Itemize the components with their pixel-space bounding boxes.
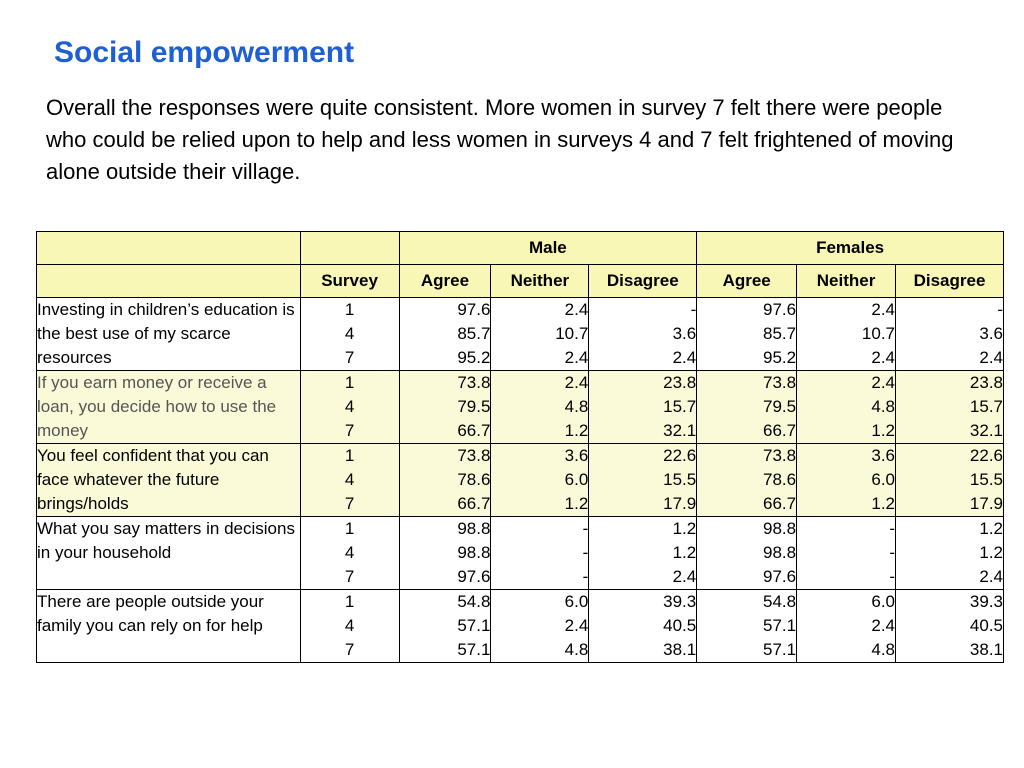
cell-value: 98.8: [457, 543, 491, 562]
cell-value: 2.4: [564, 300, 589, 319]
question-cell: If you earn money or receive a loan, you decide how to use the money: [37, 371, 301, 444]
cell-value: 6.0: [871, 592, 896, 611]
cell-value: 95.2: [763, 348, 797, 367]
cell-value: 73.8: [763, 373, 797, 392]
cell-value: 57.1: [457, 640, 491, 659]
cell-value: 3.6: [672, 324, 697, 343]
cell-value: 7: [344, 567, 355, 586]
cell-value: 7: [344, 348, 355, 367]
cell-value: 23.8: [663, 373, 697, 392]
cell-value: 1.2: [564, 494, 589, 513]
column-header-row: [37, 265, 1004, 298]
cell-value: 3.6: [564, 446, 589, 465]
cell-value: 97.6: [763, 567, 797, 586]
cell-value: 38.1: [969, 640, 1003, 659]
female-neither-cell: [797, 298, 896, 371]
cell-value: 66.7: [763, 494, 797, 513]
question-cell: You feel confident that you can face whatever the future brings/holds: [37, 444, 301, 517]
cell-value: 2.4: [564, 348, 589, 367]
cell-value: 4: [344, 397, 355, 416]
cell-value: 78.6: [763, 470, 797, 489]
survey-cell: [300, 517, 399, 590]
cell-value: 73.8: [763, 446, 797, 465]
table-body: [37, 298, 1004, 663]
page-title: Social empowerment: [54, 36, 355, 69]
cell-value: 79.5: [763, 397, 797, 416]
male-disagree-cell: [589, 371, 697, 444]
male-agree-cell: [399, 517, 491, 590]
cell-value: -: [582, 543, 589, 562]
cell-value: 97.6: [457, 300, 491, 319]
cell-value: 1: [344, 373, 355, 392]
cell-value: 73.8: [457, 446, 491, 465]
cell-value: 39.3: [969, 592, 1003, 611]
cell-value: 1.2: [871, 494, 896, 513]
cell-value: 6.0: [564, 592, 589, 611]
cell-value: 2.4: [871, 348, 896, 367]
cell-value: 39.3: [663, 592, 697, 611]
cell-value: 40.5: [663, 616, 697, 635]
cell-value: 1: [344, 519, 355, 538]
group-header-row: [37, 232, 1004, 265]
table-row: [37, 444, 1004, 517]
cell-value: 2.4: [672, 567, 697, 586]
cell-value: 73.8: [457, 373, 491, 392]
male-neither-cell: [491, 590, 589, 663]
col-header-female-disagree: Disagree: [896, 265, 1004, 298]
male-agree-cell: [399, 444, 491, 517]
cell-value: 4.8: [564, 397, 589, 416]
female-disagree-cell: [896, 371, 1004, 444]
male-agree-cell: [399, 590, 491, 663]
col-header-female-neither: Neither: [797, 265, 896, 298]
male-neither-cell: [491, 371, 589, 444]
female-disagree-cell: [896, 444, 1004, 517]
col-header-male-neither: Neither: [491, 265, 589, 298]
cell-value: 66.7: [457, 494, 491, 513]
cell-value: 66.7: [763, 421, 797, 440]
cell-value: 1.2: [979, 519, 1003, 538]
cell-value: 32.1: [969, 421, 1003, 440]
male-neither-cell: [491, 517, 589, 590]
cell-value: -: [582, 519, 589, 538]
cell-value: 2.4: [871, 616, 896, 635]
question-cell: What you say matters in decisions in your household: [37, 517, 301, 590]
female-agree-cell: [697, 444, 797, 517]
survey-cell: [300, 371, 399, 444]
cell-value: 17.9: [663, 494, 697, 513]
female-disagree-cell: [896, 590, 1004, 663]
cell-value: 1.2: [871, 421, 896, 440]
male-agree-cell: [399, 371, 491, 444]
survey-table: [36, 231, 1004, 663]
cell-value: 17.9: [969, 494, 1003, 513]
cell-value: 32.1: [663, 421, 697, 440]
group-header-male: Male: [399, 232, 697, 265]
table-row: [37, 298, 1004, 371]
cell-value: -: [997, 300, 1003, 319]
empty-header-cell: [37, 232, 301, 265]
male-disagree-cell: [589, 298, 697, 371]
male-disagree-cell: [589, 590, 697, 663]
female-disagree-cell: [896, 298, 1004, 371]
cell-value: 2.4: [871, 373, 896, 392]
cell-value: 1: [344, 592, 355, 611]
female-neither-cell: [797, 517, 896, 590]
cell-value: 2.4: [871, 300, 896, 319]
cell-value: 4.8: [564, 640, 589, 659]
male-disagree-cell: [589, 517, 697, 590]
col-header-male-disagree: Disagree: [589, 265, 697, 298]
cell-value: 23.8: [969, 373, 1003, 392]
cell-value: -: [889, 543, 896, 562]
cell-value: 4: [344, 324, 355, 343]
cell-value: 1: [344, 300, 355, 319]
cell-value: 66.7: [457, 421, 491, 440]
cell-value: 4.8: [871, 640, 896, 659]
female-agree-cell: [697, 298, 797, 371]
cell-value: 97.6: [457, 567, 491, 586]
cell-value: 4: [344, 470, 355, 489]
table-row: [37, 590, 1004, 663]
cell-value: 2.4: [979, 567, 1003, 586]
cell-value: 7: [344, 640, 355, 659]
cell-value: 1.2: [564, 421, 589, 440]
cell-value: 57.1: [763, 616, 797, 635]
question-cell: There are people outside your family you can rely on for help: [37, 590, 301, 663]
cell-value: 54.8: [763, 592, 797, 611]
survey-cell: [300, 298, 399, 371]
cell-value: 10.7: [555, 324, 589, 343]
cell-value: 7: [344, 494, 355, 513]
cell-value: 98.8: [457, 519, 491, 538]
male-neither-cell: [491, 444, 589, 517]
cell-value: -: [582, 567, 589, 586]
cell-value: 3.6: [979, 324, 1003, 343]
female-neither-cell: [797, 371, 896, 444]
cell-value: -: [690, 300, 697, 319]
cell-value: 15.7: [969, 397, 1003, 416]
cell-value: 38.1: [663, 640, 697, 659]
cell-value: 79.5: [457, 397, 491, 416]
male-agree-cell: [399, 298, 491, 371]
cell-value: 15.7: [663, 397, 697, 416]
col-header-female-agree: Agree: [697, 265, 797, 298]
cell-value: 85.7: [457, 324, 491, 343]
female-agree-cell: [697, 517, 797, 590]
cell-value: 15.5: [969, 470, 1003, 489]
male-disagree-cell: [589, 444, 697, 517]
female-neither-cell: [797, 590, 896, 663]
cell-value: 1: [344, 446, 355, 465]
cell-value: 54.8: [457, 592, 491, 611]
female-agree-cell: [697, 590, 797, 663]
cell-value: 57.1: [763, 640, 797, 659]
cell-value: 4: [344, 543, 355, 562]
cell-value: 10.7: [861, 324, 896, 343]
cell-value: 7: [344, 421, 355, 440]
cell-value: 1.2: [672, 519, 697, 538]
empty-header-cell: [37, 265, 301, 298]
cell-value: 97.6: [763, 300, 797, 319]
cell-value: -: [889, 567, 896, 586]
cell-value: 2.4: [979, 348, 1003, 367]
empty-header-cell: [300, 232, 399, 265]
cell-value: 22.6: [969, 446, 1003, 465]
cell-value: 2.4: [564, 616, 589, 635]
cell-value: -: [889, 519, 896, 538]
female-disagree-cell: [896, 517, 1004, 590]
cell-value: 3.6: [871, 446, 896, 465]
col-header-male-agree: Agree: [399, 265, 491, 298]
female-agree-cell: [697, 371, 797, 444]
cell-value: 98.8: [763, 543, 797, 562]
cell-value: 78.6: [457, 470, 491, 489]
cell-value: 2.4: [672, 348, 697, 367]
group-header-females: Females: [697, 232, 1004, 265]
cell-value: 4: [344, 616, 355, 635]
cell-value: 4.8: [871, 397, 896, 416]
survey-cell: [300, 590, 399, 663]
male-neither-cell: [491, 298, 589, 371]
cell-value: 98.8: [763, 519, 797, 538]
cell-value: 1.2: [979, 543, 1003, 562]
question-cell: Investing in children’s education is the best use of my scarce resources: [37, 298, 301, 371]
col-header-survey: Survey: [300, 265, 399, 298]
table-row: [37, 371, 1004, 444]
cell-value: 40.5: [969, 616, 1003, 635]
cell-value: 6.0: [564, 470, 589, 489]
cell-value: 15.5: [663, 470, 697, 489]
survey-cell: [300, 444, 399, 517]
table-row: [37, 517, 1004, 590]
cell-value: 85.7: [763, 324, 797, 343]
intro-paragraph: Overall the responses were quite consistent. More women in survey 7 felt there were people who could be relied upon to help and less women in surveys 4 and 7 felt frightened of moving alone outside their village.: [46, 95, 954, 184]
cell-value: 22.6: [663, 446, 697, 465]
cell-value: 6.0: [871, 470, 896, 489]
female-neither-cell: [797, 444, 896, 517]
cell-value: 95.2: [457, 348, 491, 367]
cell-value: 57.1: [457, 616, 491, 635]
cell-value: 2.4: [564, 373, 589, 392]
cell-value: 1.2: [672, 543, 697, 562]
